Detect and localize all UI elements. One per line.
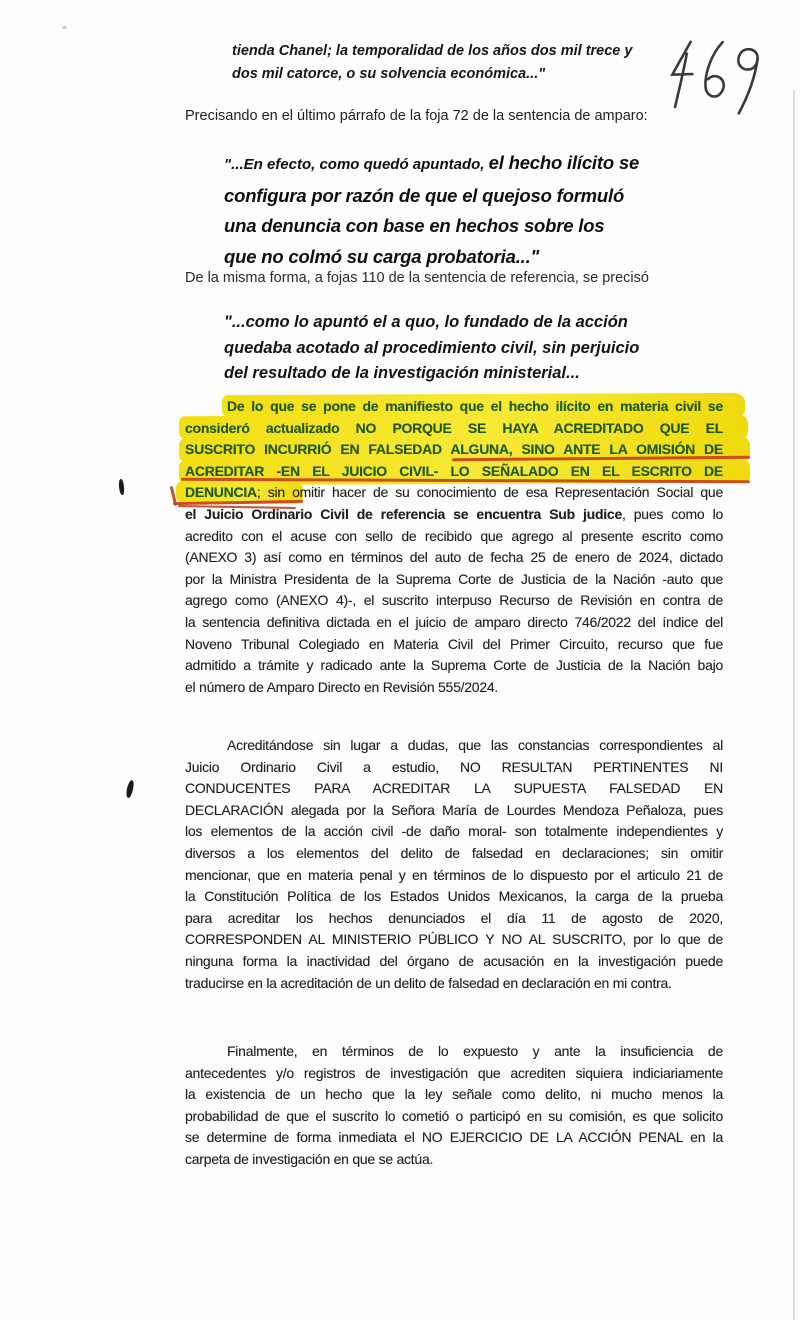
text-segment: quedaba acotado al procedimiento civil, sin perjuicio (224, 338, 640, 357)
text-segment: ninguna forma la inactividad del órgano de acusación en la investigación puede (185, 952, 723, 969)
text-segment: tienda Chanel; la temporalidad de los años dos mil trece y (232, 43, 633, 59)
text-line (185, 1041, 723, 1063)
text-line (185, 547, 723, 569)
text-line (185, 634, 723, 656)
text-segment: se determine de forma inmediata el NO EJERCICIO DE LA ACCIÓN PENAL en la (185, 1129, 723, 1146)
text-line (224, 211, 649, 242)
text-segment: la Constitución Política de los Estados Unidos Mexicanos, la carga de la prueba (185, 888, 723, 905)
text-line (185, 886, 723, 908)
ink-margin-mark (125, 780, 134, 799)
text-line (185, 526, 723, 548)
highlighted-text: SINO ANTE LA OMISIÓN DE (521, 441, 724, 458)
text-line (185, 929, 723, 951)
highlighted-text: consideró actualizado NO PORQUE SE HAYA ACREDITADO QUE EL (185, 419, 723, 436)
quote-continuation (232, 40, 664, 86)
text-segment: Juicio Ordinario Civil a estudio, NO RESULTAN PERTINENTES NI (185, 758, 723, 775)
text-segment: por la Ministra Presidenta de la Suprema Corte de Justicia de la Nación -auto que (185, 570, 723, 587)
text-line (185, 865, 723, 887)
text-line (185, 655, 723, 677)
text-segment: CONDUCENTES PARA ACREDITAR LA SUPUESTA FALSEDAD EN (185, 780, 723, 797)
text-segment: probabilidad de que el suscrito lo cometió o participó en su comisión, es que solicito (185, 1107, 723, 1124)
text-segment: la existencia de un hecho que la ley señale como delito, ni mucho menos la (185, 1086, 723, 1103)
text-line (185, 439, 723, 461)
text-segment: (ANEXO 3) así como en términos del auto de fecha 25 de enero de 2024, dictado (185, 549, 723, 566)
text-line (224, 310, 656, 336)
text-segment: admitido a trámite y radicado ante la Suprema Corte de Justicia de la Nación bajo (185, 657, 723, 674)
quote-foja-72 (224, 148, 649, 272)
text-line (185, 504, 723, 526)
text-segment: configura por razón de que el quejoso formuló (224, 184, 625, 206)
text-segment: que no colmó su carga probatoria..." (224, 245, 540, 267)
text-line (224, 361, 656, 387)
text-segment: agrego como (ANEXO 4)-, el suscrito interpuso Recurso de Revisión en contra de (185, 592, 723, 609)
quote-fojas-110 (224, 310, 656, 387)
text-line (185, 590, 723, 612)
para-acreditandose (185, 735, 723, 994)
text-line (185, 461, 723, 483)
text-segment: el Juicio Ordinario Civil de referencia se encuentra Sub judice (185, 505, 622, 522)
text-line (185, 418, 723, 440)
text-line (224, 181, 649, 212)
text-line (185, 1149, 723, 1171)
text-line (185, 800, 723, 822)
handwritten-page-number (661, 32, 779, 129)
text-segment: DECLARACIÓN alegada por la Señora María de Lourdes Mendoza Peñaloza, pues (185, 801, 723, 818)
text-line (185, 268, 723, 288)
text-line (185, 569, 723, 591)
text-line (185, 757, 723, 779)
text-line (185, 843, 723, 865)
text-segment: "...como lo apuntó el a quo, lo fundado de la acción (224, 313, 628, 331)
para-precisando (185, 106, 723, 126)
text-line (224, 148, 649, 181)
text-line (185, 612, 723, 634)
text-line (185, 908, 723, 930)
highlighted-text: De lo que se pone de manifiesto que el hecho ilícito en materia civil se (227, 398, 723, 414)
text-segment: el número de Amparo Directo en Revisión 555/2024. (185, 678, 499, 695)
text-line (185, 1127, 723, 1149)
text-segment: Noveno Tribunal Colegiado en Materia Civil del Primer Circuito, recurso que fue (185, 635, 723, 652)
text-segment: acredito con el acuse con sello de recibido que agrego al presente escrito como (185, 527, 723, 544)
text-segment: , pues como lo (621, 505, 723, 522)
text-segment: el hecho ilícito se (488, 152, 640, 173)
text-segment: la sentencia definitiva dictada en el juicio de amparo directo 746/2022 del índice del (185, 613, 723, 630)
text-line (185, 677, 723, 699)
ink-margin-mark (118, 479, 125, 496)
text-segment: Precisando en el último párrafo de la foja 72 de la sentencia de amparo: (185, 108, 648, 124)
text-segment: ; sin omitir hacer de su conocimiento de esa Representación Social que (256, 484, 723, 501)
text-line (232, 40, 664, 63)
text-segment: para acreditar los hechos denunciados el día 11 de agosto de 2020, (185, 909, 723, 926)
text-segment: dos mil catorce, o su solvencia económica..." (232, 66, 546, 82)
text-line (185, 951, 723, 973)
text-line (185, 1106, 723, 1128)
text-line (185, 1063, 723, 1085)
text-line (185, 735, 723, 757)
text-segment: diversos a los elementos del delito de falsedad en declaraciones; sin omitir (185, 844, 723, 861)
text-segment: "...En efecto, como quedó apuntado, (224, 156, 489, 173)
highlighted-text: DENUNCIA (185, 484, 257, 501)
text-segment: Finalmente, en términos de lo expuesto y ante la insuficiencia de (227, 1043, 723, 1059)
scan-edge-line (793, 90, 795, 1320)
text-segment: De la misma forma, a fojas 110 de la sentencia de referencia, se precisó (185, 270, 649, 286)
text-segment: CORRESPONDEN AL MINISTERIO PÚBLICO Y NO AL SUSCRITO, por lo que de (185, 931, 723, 948)
text-line (185, 973, 723, 995)
para-finalmente (185, 1041, 723, 1171)
para-highlighted (185, 396, 723, 698)
text-segment: traducirse en la acreditación de un delito de falsedad en declaración en mi contra. (185, 974, 672, 991)
para-de-la-misma-forma (185, 268, 723, 288)
text-segment: Acreditándose sin lugar a dudas, que las constancias correspondientes al (227, 737, 723, 753)
text-line (232, 63, 664, 86)
text-line (185, 778, 723, 800)
highlighted-text: SUSCRITO INCURRIÓ EN FALSEDAD ALGUNA, (185, 441, 522, 458)
text-line (185, 1084, 723, 1106)
text-line (185, 821, 723, 843)
scan-smudge (62, 26, 67, 29)
text-line (185, 482, 723, 504)
text-line (185, 106, 723, 126)
highlighted-text: ACREDITAR -EN EL JUICIO CIVIL- LO SEÑALADO EN EL ESCRITO DE (185, 462, 723, 479)
text-line (185, 396, 723, 418)
text-segment: los elementos de la acción civil -de daño moral- son totalmente independientes y (185, 823, 723, 840)
text-segment: del resultado de la investigación ministerial... (224, 364, 580, 382)
text-segment: una denuncia con base en hechos sobre los (224, 215, 605, 236)
text-segment: mencionar, que en materia penal y en términos de lo dispuesto por el articulo 21 de (185, 866, 723, 883)
text-segment: antecedentes y/o registros de investigación que acrediten siquiera indiciariamente (185, 1064, 723, 1081)
text-segment: carpeta de investigación en que se actúa. (185, 1150, 434, 1167)
text-line (224, 336, 656, 362)
